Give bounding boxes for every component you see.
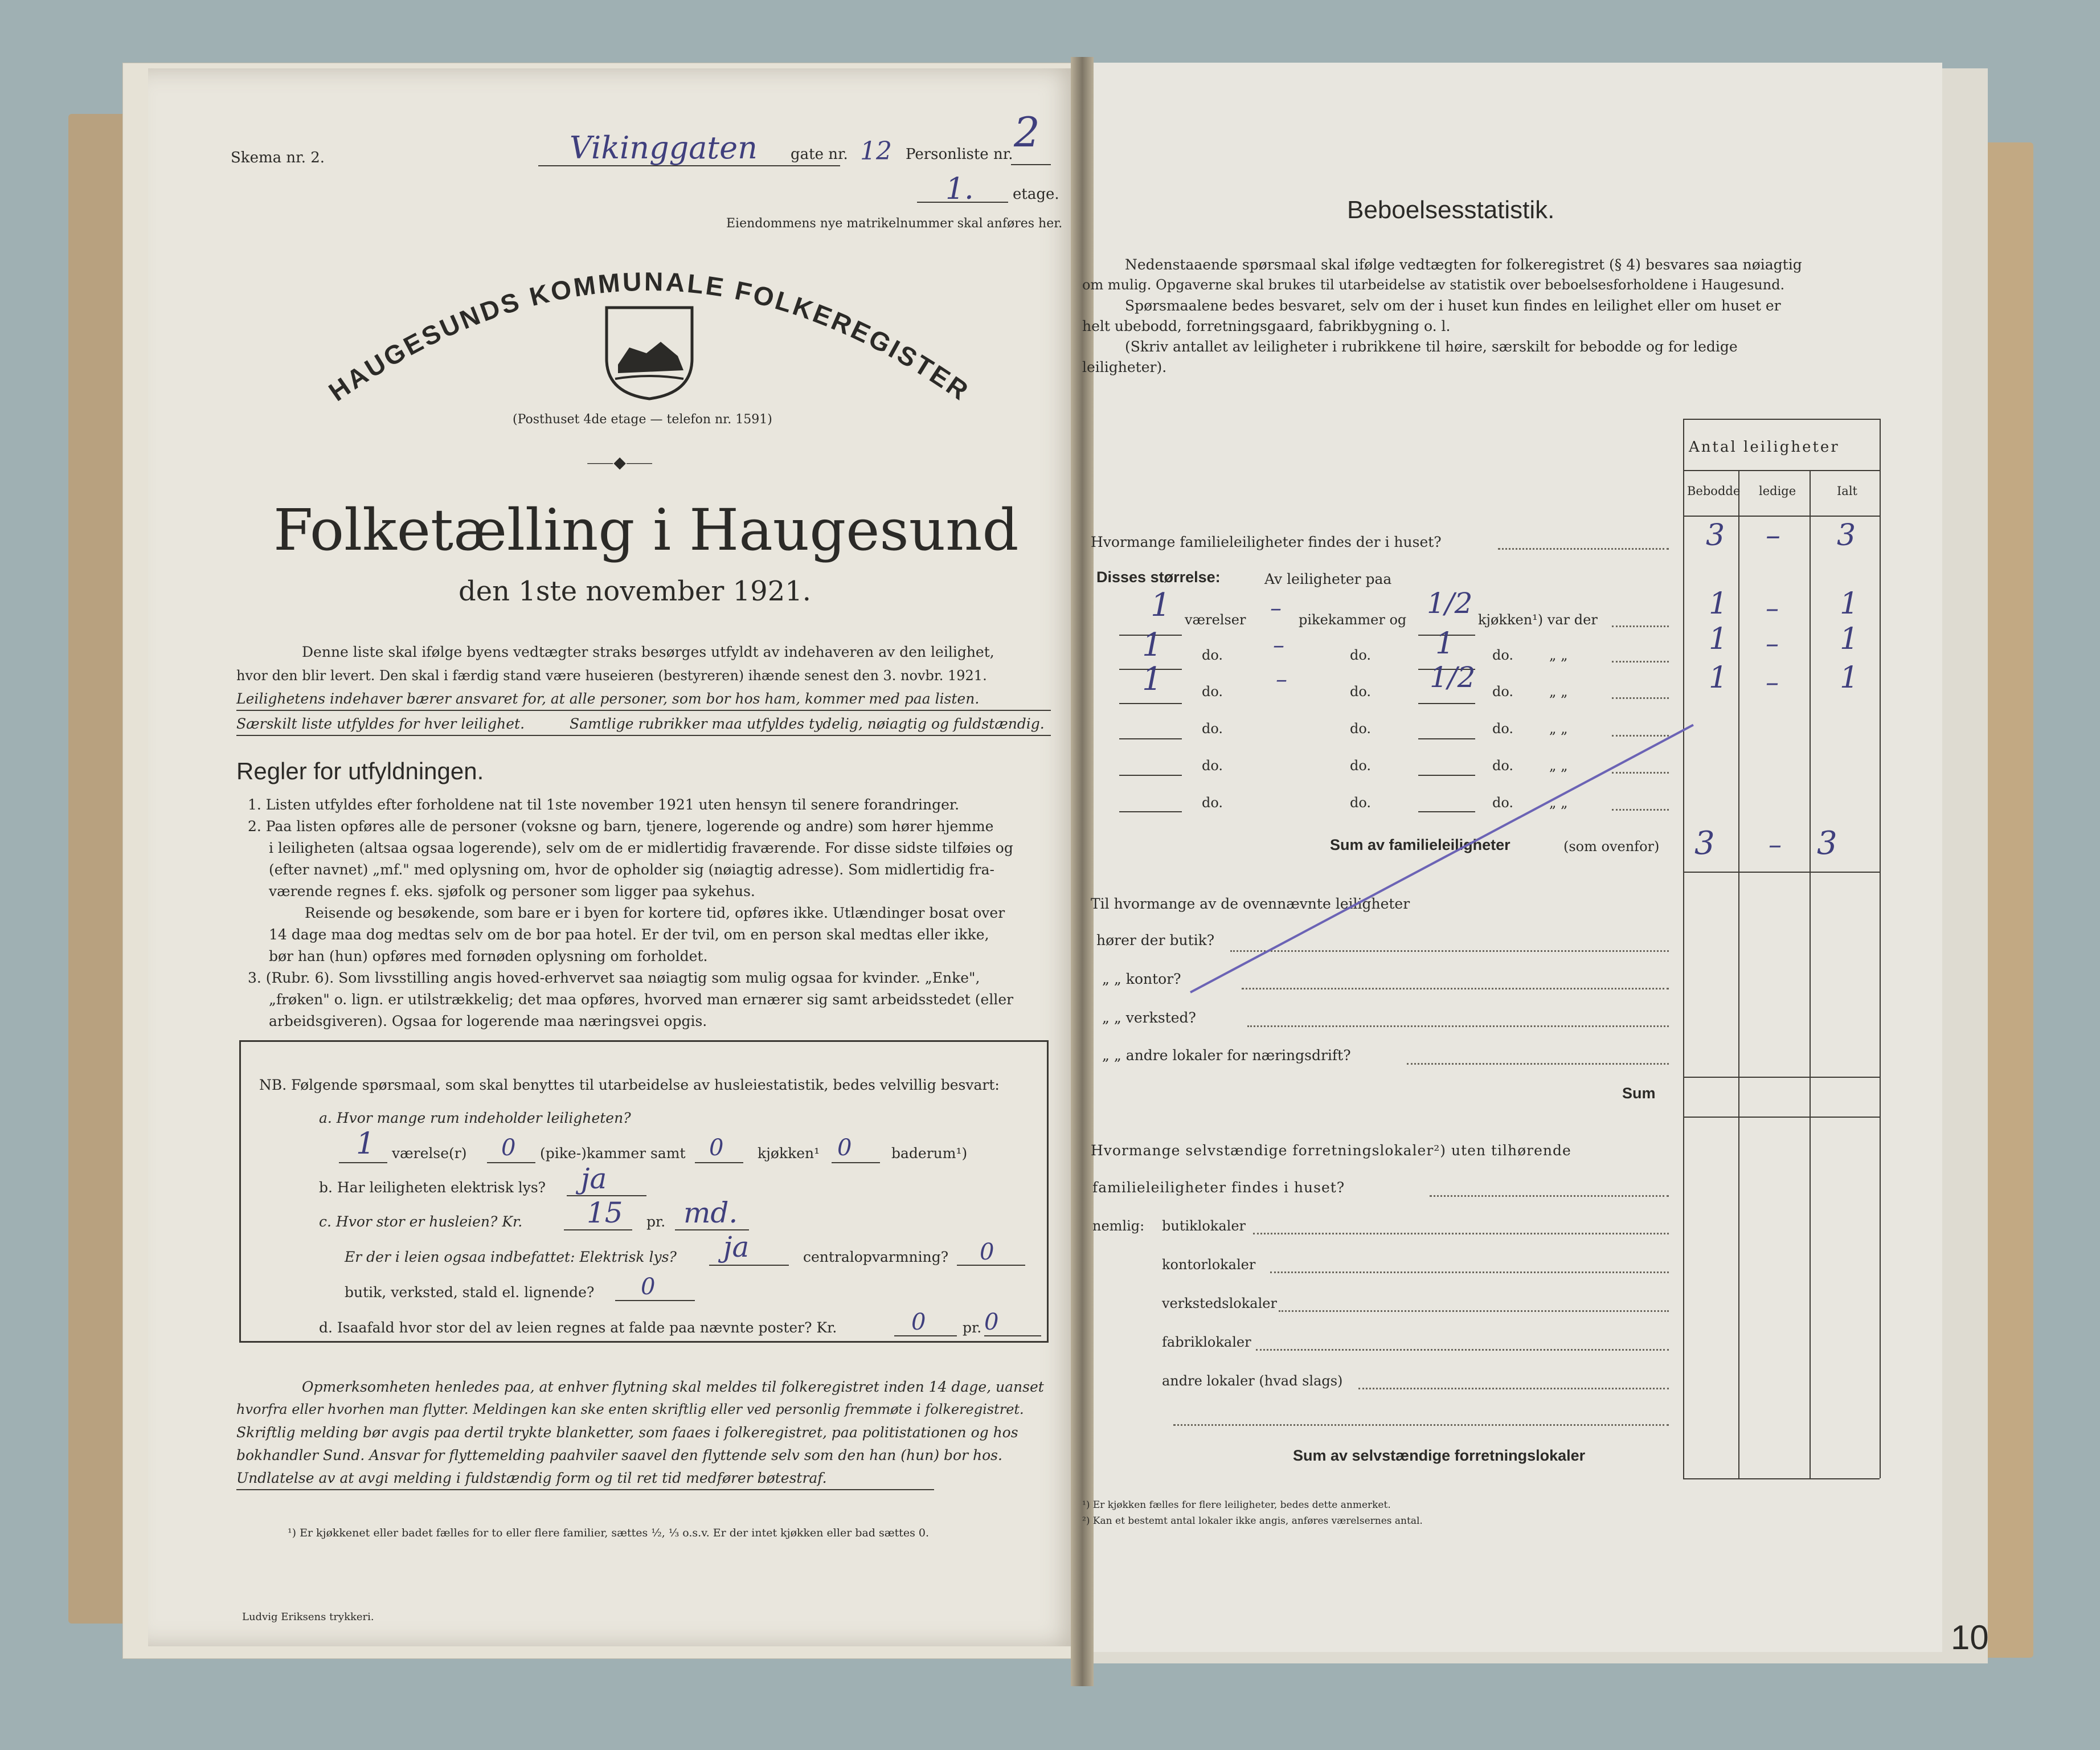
included-value: ja — [723, 1230, 750, 1264]
size-row-3-k-line — [1418, 703, 1475, 704]
intro-line-3: Leilighetens indehaver bærer ansvaret for, at alle personer, som bor hos ham, kommer med paa listen. — [236, 690, 980, 707]
notice-line-2: hvorfra eller hvorhen man flytter. Meldingen kan ske enten skriftlig eller ved personlig fremmøte i folkeregistret. — [236, 1401, 1024, 1417]
nb-c-label: c. Hvor stor er husleien? Kr. — [319, 1213, 523, 1230]
size-row-3-k: 1/2 — [1430, 661, 1476, 694]
size-row-1-v: 1 — [1151, 587, 1171, 624]
size-row-3-do: do. — [1202, 684, 1223, 700]
size-row-6-v-line — [1119, 811, 1182, 812]
d-value: 0 — [911, 1309, 926, 1335]
size-row-3-do-2: do. — [1350, 684, 1372, 700]
size-row-4-do-2: do. — [1350, 721, 1372, 737]
page-number: 10 — [1951, 1618, 1989, 1657]
size-row-2-quote: „ „ — [1549, 647, 1568, 663]
q3-item-kontor-dots — [1270, 1271, 1669, 1273]
right-intro-4: helt ubebodd, forretningsgaard, fabrikbygning o. l. — [1082, 318, 1451, 334]
intro-underline-1 — [236, 710, 1051, 711]
schema-label: Skema nr. 2. — [231, 149, 325, 166]
nb-heading: NB. Følgende spørsmaal, som skal benyttes til utarbeidelse av husleiestatistik, bedes velvillig besvart: — [259, 1077, 1000, 1093]
c-pr: pr. — [646, 1213, 666, 1230]
right-footnote-2: ²) Kan et bestemt antal lokaler ikke angis, anføres værelsernes antal. — [1082, 1515, 1423, 1527]
size-row-2-v: 1 — [1142, 627, 1162, 664]
size-row-4-do-3: do. — [1492, 721, 1514, 737]
right-intro-6: leiligheter). — [1082, 359, 1167, 375]
rule-line-11: arbeidsgiveren). Ogsaa for logerende maa næringsvei opgis. — [269, 1013, 707, 1029]
size-row-4-quote: „ „ — [1549, 721, 1568, 737]
kommune-seal — [319, 251, 980, 433]
q3-extra-dots — [1173, 1424, 1669, 1426]
q3-label: Hvormange selvstændige forretningslokaler²) uten tilhørende — [1091, 1142, 1571, 1159]
rule-line-8: bør han (hun) opføres med fornøden oplysning om forholdet. — [269, 948, 708, 964]
q2-item-andre: „ „ andre lokaler for næringsdrift? — [1102, 1047, 1351, 1064]
q2-item-butik: hører der butik? — [1096, 932, 1215, 948]
d-pr-value: 0 — [984, 1309, 999, 1335]
q2-item-kontor: „ „ kontor? — [1102, 971, 1181, 987]
rooms-label: værelse(r) — [392, 1145, 467, 1162]
q3-dots — [1430, 1195, 1669, 1197]
sum-business-label: Sum av selvstændige forretningslokaler — [1293, 1447, 1586, 1464]
q1-ialt: 3 — [1837, 518, 1856, 553]
table-header: Antal leiligheter — [1689, 439, 1840, 456]
rule-line-6: Reisende og besøkende, som bare er i byen for kortere tid, opføres ikke. Utlændinger bosat over — [305, 905, 1005, 921]
nb-b-label: b. Har leiligheten elektrisk lys? — [319, 1179, 546, 1196]
col-header-bebodde: Bebodde — [1687, 484, 1741, 498]
size-row-3-v: 1 — [1142, 661, 1162, 698]
table-family-sum-divider — [1683, 872, 1880, 873]
rule-line-1: 1. Listen utfyldes efter forholdene nat til 1ste november 1921 uten hensyn til senere forandringer. — [248, 796, 960, 813]
size-row-3-p: – — [1276, 667, 1287, 693]
size-row-6-quote: „ „ — [1549, 795, 1568, 811]
q2-item-butik-dots — [1230, 950, 1669, 952]
notice-underline — [236, 1489, 934, 1490]
intro-line-1: Denne liste skal ifølge byens vedtægter straks besørges utfyldt av indehaveren av den leilighet, — [302, 644, 994, 660]
kitchen-value: 0 — [709, 1135, 724, 1161]
rule-line-10: „frøken" o. lign. er utilstrækkelig; det maa opføres, hvorved man ernærer sig samt arbeidsstedet (eller — [269, 991, 1014, 1008]
gate-number-handwritten: 12 — [860, 137, 892, 166]
intro-line-5: Samtlige rubrikker maa utfyldes tydelig, nøiagtig og fuldstændig. — [570, 715, 1045, 732]
table-right-border — [1880, 419, 1881, 1478]
size-row-3-v-line — [1119, 703, 1182, 704]
col-header-ialt: Ialt — [1837, 484, 1857, 498]
pike-label: (pike-)kammer samt — [540, 1145, 686, 1162]
sum-family-suffix: (som ovenfor) — [1563, 839, 1660, 854]
notice-line-4: bokhandler Sund. Ansvar for flyttemelding paahviler saavel den flyttende selv som den han (hun) bor hos. — [236, 1447, 1002, 1463]
size-row-4-k-line — [1418, 738, 1475, 739]
sum-family-label: Sum av familieleiligheter — [1330, 836, 1510, 853]
q1-bebodde: 3 — [1706, 518, 1725, 553]
address-line: (Posthuset 4de etage — telefon nr. 1591) — [513, 412, 772, 427]
rules-heading: Regler for utfyldningen. — [236, 758, 484, 784]
nb-d-label: d. Isaafald hvor stor del av leien regnes at falde paa nævnte poster? Kr. — [319, 1319, 837, 1336]
size-row-5-v-line — [1119, 775, 1182, 776]
intro-line-4: Særskilt liste utfyldes for hver leilighet. — [236, 715, 525, 732]
c-period: md. — [683, 1196, 738, 1229]
personliste-underline — [1011, 164, 1051, 165]
included-label: Er der i leien ogsaa indbefattet: Elektrisk lys? — [345, 1249, 677, 1265]
q3-item-verksted: verkstedslokaler — [1162, 1295, 1277, 1311]
size-row-6-k-line — [1418, 811, 1475, 812]
size-row-2-bebodde: 1 — [1709, 622, 1728, 656]
intro-underline-2 — [236, 735, 1051, 736]
central-label: centralopvarmning? — [803, 1249, 949, 1265]
size-row-1-ledige: – — [1766, 592, 1779, 623]
right-intro-3: Spørsmaalene bedes besvaret, selv om der i huset kun findes en leilighet eller om huset er — [1125, 297, 1781, 314]
bath-value: 0 — [837, 1135, 852, 1161]
size-row-4-do: do. — [1202, 721, 1223, 737]
table-col-divider-2 — [1810, 470, 1811, 1478]
c-value: 15 — [587, 1196, 623, 1229]
q3-item-butik: butiklokaler — [1162, 1218, 1246, 1234]
sum-family-ialt: 3 — [1817, 825, 1837, 862]
rule-line-2: 2. Paa listen opføres alle de personer (voksne og barn, tjenere, logerende og andre) som hører hjemme — [248, 818, 994, 835]
size-row-1-bebodde: 1 — [1709, 587, 1728, 621]
table-colheader-divider — [1683, 516, 1880, 517]
q3-item-fabrik-dots — [1256, 1349, 1669, 1351]
main-title: Folketælling i Haugesund — [273, 497, 1019, 563]
q3-item-verksted-dots — [1279, 1310, 1669, 1312]
size-row-1-dots — [1612, 625, 1669, 627]
sum-family-bebodde: 3 — [1694, 825, 1715, 862]
personliste-label: Personliste nr. — [906, 146, 1013, 163]
c-underline — [564, 1229, 632, 1230]
q3-item-andre-dots — [1358, 1388, 1669, 1389]
q3-nemlig: nemlig: — [1092, 1218, 1145, 1234]
right-intro-1: Nedenstaaende spørsmaal skal ifølge vedtægten for folkeregistret (§ 4) besvares saa nøiagtig — [1125, 256, 1802, 273]
right-intro-5: (Skriv antallet av leiligheter i rubrikkene til høire, særskilt for bebodde og for ledige — [1125, 338, 1738, 355]
etage-label: etage. — [1013, 186, 1059, 203]
size-row-5-quote: „ „ — [1549, 758, 1568, 774]
q3-item-butik-dots — [1253, 1233, 1669, 1234]
table-top-border — [1683, 419, 1880, 420]
street-handwritten: Vikinggaten — [570, 130, 758, 166]
notice-line-5: Undlatelse av at avgi melding i fuldstændig form og til ret tid medfører bøtestraf. — [236, 1470, 827, 1486]
matrikkel-note: Eiendommens nye matrikelnummer skal anføres her. — [726, 216, 1063, 231]
size-row-2-do-2: do. — [1350, 647, 1372, 663]
right-title: Beboelsesstatistik. — [1347, 196, 1555, 224]
intro-line-2: hvor den blir levert. Den skal i færdig stand være huseieren (bestyreren) ihænde senest den 3. novbr. 1921. — [236, 668, 987, 684]
q1-label: Hvormange familieleiligheter findes der i huset? — [1091, 534, 1442, 550]
gate-label: gate nr. — [791, 146, 848, 163]
q3-item-andre: andre lokaler (hvad slags) — [1162, 1373, 1343, 1389]
size-row-1-kjokken: kjøkken¹) var der — [1478, 612, 1598, 628]
q2-label: Til hvormange av de ovennævnte leiligheter — [1091, 896, 1410, 912]
size-row-5-k-line — [1418, 775, 1475, 776]
size-row-1-k: 1/2 — [1427, 587, 1473, 620]
size-row-5-do: do. — [1202, 758, 1223, 774]
q2-item-andre-dots — [1407, 1063, 1669, 1065]
left-footnote: ¹) Er kjøkkenet eller badet fælles for to eller flere familier, sættes ½, ⅓ o.s.v. Er der intet kjøkken eller bad sættes 0. — [288, 1527, 930, 1539]
size-row-2-do-3: do. — [1492, 647, 1514, 663]
shop-label: butik, verksted, stald el. lignende? — [345, 1284, 595, 1301]
size-row-3-quote: „ „ — [1549, 684, 1568, 700]
right-intro-2: om mulig. Opgaverne skal brukes til utarbeidelse av statistik over beboelsesforholdene i Haugesund. — [1082, 277, 1785, 293]
q3-item-fabrik: fabriklokaler — [1162, 1334, 1251, 1350]
bath-underline — [832, 1162, 880, 1163]
shop-underline — [615, 1300, 695, 1301]
q3-item-kontor: kontorlokaler — [1162, 1257, 1256, 1273]
q3-label-2: familieleiligheter findes i huset? — [1092, 1179, 1345, 1196]
size-row-2-ialt: 1 — [1840, 622, 1859, 656]
rooms-underline — [339, 1162, 387, 1163]
size-row-2-k: 1 — [1435, 627, 1455, 661]
book-gutter — [1071, 57, 1094, 1686]
bath-label: baderum¹) — [891, 1145, 968, 1162]
size-row-5-dots — [1612, 772, 1669, 774]
pike-underline — [487, 1162, 535, 1163]
q1-ledige: – — [1766, 518, 1780, 553]
size-row-6-do: do. — [1202, 795, 1223, 811]
size-row-3-dots — [1612, 697, 1669, 699]
table-header-divider — [1683, 470, 1880, 471]
d-pr: pr. — [963, 1319, 982, 1336]
notice-line-3: Skriftlig melding bør avgis paa dertil trykte blanketter, som faaes i folkeregistret, paa politistationen og hos — [236, 1424, 1018, 1441]
etage-handwritten: 1. — [945, 172, 974, 206]
size-row-2-do: do. — [1202, 647, 1223, 663]
size-row-2-p: – — [1273, 632, 1284, 659]
size-row-2-ledige: – — [1766, 628, 1779, 659]
sum-family-ledige: – — [1769, 829, 1782, 860]
size-row-2-dots — [1612, 661, 1669, 663]
q2-item-kontor-dots — [1242, 988, 1669, 990]
q2-item-verksted: „ „ verksted? — [1102, 1009, 1196, 1026]
ornament-divider: ⸺◆⸺ — [587, 453, 653, 472]
table-sum-divider — [1683, 1077, 1880, 1078]
b-value: ja — [581, 1162, 607, 1195]
size-row-3-bebodde: 1 — [1709, 661, 1728, 695]
included-underline — [709, 1265, 789, 1266]
q1-dots — [1498, 548, 1669, 550]
rule-line-9: 3. (Rubr. 6). Som livsstilling angis hoved-erhvervet saa nøiagtig som mulig ogsaa for kvinder. „Enke", — [248, 970, 980, 986]
d-pr-underline — [984, 1335, 1041, 1336]
d-underline — [894, 1335, 957, 1336]
nb-a-label: a. Hvor mange rum indeholder leiligheten? — [319, 1110, 631, 1126]
table-left-border — [1683, 419, 1684, 1478]
kitchen-label: kjøkken¹ — [758, 1145, 820, 1162]
rule-line-7: 14 dage maa dog medtas selv om de bor paa hotel. Er der tvil, om en person skal medtas eller ikke, — [269, 926, 989, 943]
size-row-4-v-line — [1119, 738, 1182, 739]
rooms-value: 1 — [356, 1127, 375, 1161]
table-bottom-border — [1683, 1478, 1880, 1479]
personliste-handwritten: 2 — [1014, 108, 1040, 156]
rule-line-4: (efter navnet) „mf." med oplysning om, hvor de opholder sig (nøiagtig adresse). Som midlertidig fra- — [269, 861, 994, 878]
size-row-3-ledige: – — [1766, 667, 1779, 697]
size-row-1-vaerelser: værelser — [1185, 612, 1246, 628]
pike-value: 0 — [501, 1135, 516, 1161]
size-row-6-do-2: do. — [1350, 795, 1372, 811]
size-heading: Disses størrelse: — [1096, 569, 1221, 586]
size-row-6-do-3: do. — [1492, 795, 1514, 811]
notice-line-1: Opmerksomheten henledes paa, at enhver flytning skal meldes til folkeregistret inden 14 dage, uanset — [302, 1379, 1044, 1395]
size-row-4-dots — [1612, 735, 1669, 737]
right-footnote-1: ¹) Er kjøkken fælles for flere leiligheter, bedes dette anmerket. — [1082, 1499, 1391, 1511]
q2-item-verksted-dots — [1247, 1025, 1669, 1027]
table-col-divider-1 — [1738, 470, 1739, 1478]
kitchen-underline — [695, 1162, 743, 1163]
size-sub: Av leiligheter paa — [1264, 571, 1392, 587]
col-header-ledige: ledige — [1759, 484, 1796, 498]
size-row-3-do-3: do. — [1492, 684, 1514, 700]
size-row-1-pikekammer: pikekammer og — [1299, 612, 1407, 628]
rule-line-5: værende regnes f. eks. sjøfolk og personer som ligger paa sykehus. — [269, 883, 755, 899]
size-row-1-ialt: 1 — [1840, 587, 1859, 621]
q2-sum-label: Sum — [1622, 1085, 1656, 1102]
rule-line-3: i leiligheten (altsaa ogsaa logerende), selv om de er midlertidig fraværende. For disse sidste tilføies og — [269, 840, 1013, 856]
size-row-5-do-3: do. — [1492, 758, 1514, 774]
table-sum-divider-2 — [1683, 1117, 1880, 1118]
size-row-6-dots — [1612, 809, 1669, 811]
printer-credit: Ludvig Eriksens trykkeri. — [242, 1611, 374, 1623]
shop-value: 0 — [641, 1274, 656, 1300]
size-row-3-ialt: 1 — [1840, 661, 1859, 695]
main-subtitle: den 1ste november 1921. — [459, 575, 812, 607]
central-value: 0 — [980, 1239, 994, 1265]
size-row-1-p: – — [1270, 595, 1282, 622]
seal-arc-text: HAUGESUNDS KOMMUNALE FOLKEREGISTER — [323, 266, 976, 407]
size-row-5-do-2: do. — [1350, 758, 1372, 774]
